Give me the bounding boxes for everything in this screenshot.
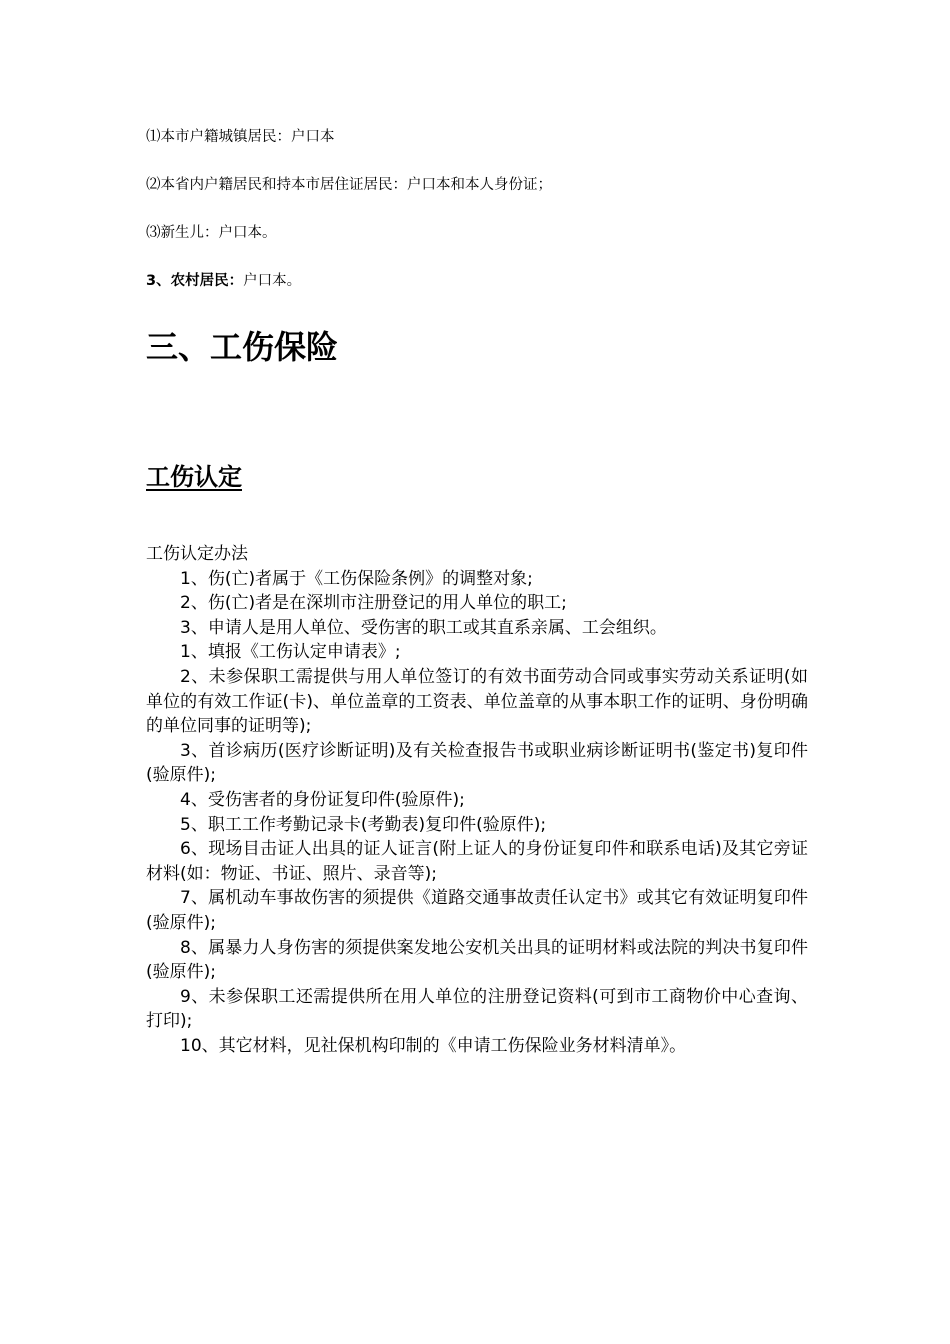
- material-item: 1、填报《工伤认定申请表》;: [180, 642, 401, 663]
- work-injury-body: [146, 542, 808, 1058]
- material-item: 6、现场目击证人出具的证人证言(附上证人的身份证复印件和联系电话)及其它旁证材料(如：物证、书证、照片、录音等);: [146, 839, 808, 884]
- condition-item: 3、申请人是用人单位、受伤害的职工或其直系亲属、工会组织。: [180, 617, 667, 638]
- material-item: 5、职工工作考勤记录卡(考勤表)复印件(验原件);: [180, 814, 547, 835]
- residence-item-urban: ⑴本市户籍城镇居民：户口本: [146, 129, 335, 145]
- material-item: 9、未参保职工还需提供所在用人单位的注册登记资料(可到市工商物价中心查询、打印);: [146, 986, 808, 1032]
- material-item: 3、首诊病历(医疗诊断证明)及有关检查报告书或职业病诊断证明书(鉴定书)复印件(验原件);: [146, 740, 808, 786]
- method-heading: 工伤认定办法: [146, 544, 248, 564]
- material-item: 10、其它材料，见社保机构印制的《申请工伤保险业务材料清单》。: [180, 1035, 687, 1056]
- condition-item: 1、伤(亡)者属于《工伤保险条例》的调整对象;: [180, 568, 533, 589]
- section-title: 工伤认定: [146, 463, 242, 491]
- rural-residents-value: 户口本。: [243, 273, 302, 289]
- condition-item: 2、伤(亡)者是在深圳市注册登记的用人单位的职工;: [180, 593, 567, 614]
- material-item: 7、属机动车事故伤害的须提供《道路交通事故责任认定书》或其它有效证明复印件(验原件);: [146, 888, 808, 933]
- residence-item-province: ⑵本省内户籍居民和持本市居住证居民：户口本和本人身份证；: [146, 177, 552, 193]
- material-item: 8、属暴力人身伤害的须提供案发地公安机关出具的证明材料或法院的判决书复印件(验原件);: [146, 937, 808, 983]
- material-item: 4、受伤害者的身份证复印件(验原件);: [180, 789, 465, 810]
- residence-item-newborn: ⑶新生儿：户口本。: [146, 225, 277, 241]
- rural-residents-label: 3、农村居民：: [146, 273, 244, 289]
- material-item: 2、未参保职工需提供与用人单位签订的有效书面劳动合同或事实劳动关系证明(如单位的有效工作证(卡)、单位盖章的工资表、单位盖章的从事本职工作的证明、身份明确的单位同事的证明等);: [146, 666, 808, 737]
- chapter-title: 三、工伤保险: [146, 328, 339, 366]
- rural-residents-line: [146, 271, 301, 291]
